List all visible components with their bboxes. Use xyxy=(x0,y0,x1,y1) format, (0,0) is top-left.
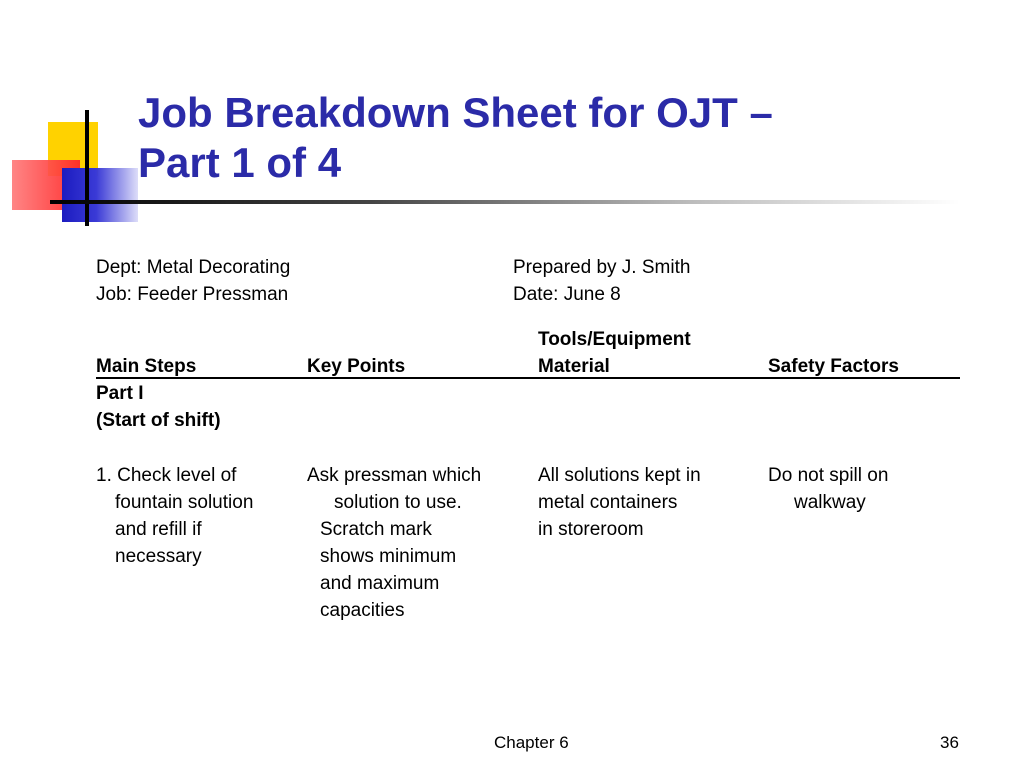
main-step-line: fountain solution xyxy=(115,492,254,513)
header-underline xyxy=(96,377,960,379)
header-main-steps: Main Steps xyxy=(96,356,197,377)
header-tools-line1: Tools/Equipment xyxy=(538,329,691,350)
dept-label: Dept: Metal Decorating xyxy=(96,257,291,278)
key-point-line: capacities xyxy=(320,600,405,621)
safety-line: Do not spill on xyxy=(768,465,889,486)
section-label-1: Part I xyxy=(96,383,144,404)
tools-line: All solutions kept in xyxy=(538,465,701,486)
main-step-line: and refill if xyxy=(115,519,202,540)
title-line-1: Job Breakdown Sheet for OJT – xyxy=(138,89,773,136)
main-step-line: necessary xyxy=(115,546,202,567)
title-line-2: Part 1 of 4 xyxy=(138,139,342,186)
prepared-by-label: Prepared by J. Smith xyxy=(513,257,691,278)
key-point-line: Scratch mark xyxy=(320,519,432,540)
key-point-line: and maximum xyxy=(320,573,440,594)
footer-chapter: Chapter 6 xyxy=(494,733,569,752)
key-point-line: solution to use. xyxy=(334,492,462,513)
safety-line: walkway xyxy=(794,492,866,513)
slide-title xyxy=(138,88,773,188)
job-label: Job: Feeder Pressman xyxy=(96,284,289,305)
section-label-2: (Start of shift) xyxy=(96,410,221,431)
header-tools-line2: Material xyxy=(538,356,610,377)
key-point-line: Ask pressman which xyxy=(307,465,482,486)
header-key-points: Key Points xyxy=(307,356,406,377)
decorative-logo xyxy=(0,0,160,240)
header-safety: Safety Factors xyxy=(768,356,899,377)
tools-line: metal containers xyxy=(538,492,678,513)
main-step-line: 1. Check level of xyxy=(96,465,237,486)
blue-square xyxy=(62,168,138,222)
footer-page-number: 36 xyxy=(940,733,959,752)
title-underline xyxy=(50,200,960,204)
vertical-rule xyxy=(85,110,89,226)
tools-line: in storeroom xyxy=(538,519,644,540)
key-point-line: shows minimum xyxy=(320,546,457,567)
date-label: Date: June 8 xyxy=(513,284,621,305)
